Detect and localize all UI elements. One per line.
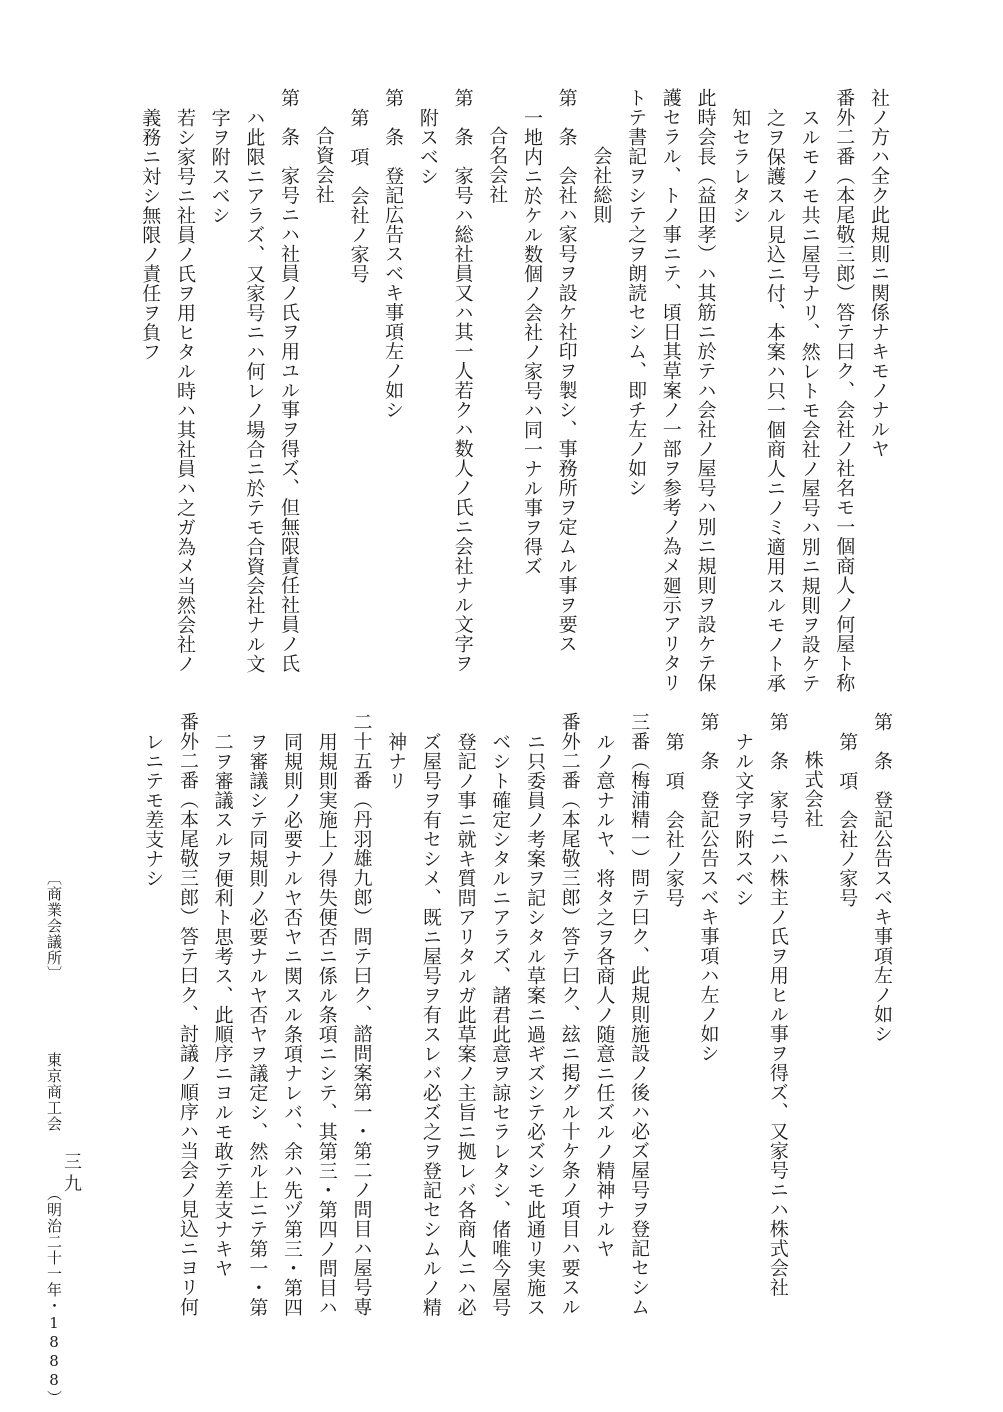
section-heading: 合資会社 <box>312 126 335 204</box>
section-heading: 会社総則 <box>590 146 613 224</box>
text-line: 第 項 会社ノ家号 <box>347 108 370 284</box>
text-line: 第 項 会社ノ家号 <box>836 732 859 908</box>
text-line: ズ屋号ヲ有セシメ、既ニ屋号ヲ有スレバ必ズ之ヲ登記セシムルノ精 <box>419 732 442 1317</box>
running-footer <box>44 870 64 1406</box>
text-line: 番外二番（本尾敬三郎）答テ曰ク、討議ノ順序ハ当会ノ見込ニヨリ何 <box>176 712 199 1317</box>
text-line: レニテモ差支ナシ <box>142 732 165 888</box>
section-heading: 株式会社 <box>801 750 824 828</box>
section-heading: 合名会社 <box>486 126 509 204</box>
text-line: 第 条 登記広告スベキ事項左ノ如シ <box>382 88 405 420</box>
text-line: 此時会長（益田孝）ハ其筋ニ於テハ会社ノ屋号ハ別ニ規則ヲ設ケテ保 <box>694 88 717 693</box>
footer-source: 〔商業会議所〕 <box>45 870 63 982</box>
text-line: 第 条 家号ニハ社員ノ氏ヲ用ユル事ヲ得ズ、但無限責任社員ノ氏 <box>278 88 301 673</box>
text-line: 番外二番（本尾敬三郎）答テ曰ク、会社ノ社名モ一個商人ノ何屋ト称 <box>833 88 856 693</box>
text-line: ヲ審議シテ同規則ノ必要ナルヤ否ヤヲ議定シ、然ル上ニテ第一・第 <box>246 732 269 1317</box>
top-text-block <box>133 88 896 693</box>
text-line: ルノ意ナルヤ、将タ之ヲ各商人ノ随意ニ任ズルノ精神ナルヤ <box>593 732 616 1259</box>
text-line: 第 条 家号ハ総社員又ハ其一人若クハ数人ノ氏ニ会社ナル文字ヲ <box>451 88 474 673</box>
text-line: 二十五番（丹羽雄九郎）問テ曰ク、諮問案第一・第二ノ問目ハ屋号専 <box>350 712 373 1317</box>
text-line: 知セラレタシ <box>729 108 752 225</box>
text-line: ハ此限ニアラズ、又家号ニハ何レノ場合ニ於テモ合資会社ナル文 <box>243 108 266 674</box>
footer-publisher: 東京商工会 <box>45 1052 63 1132</box>
bottom-text-block <box>136 712 899 1317</box>
text-line: 二ヲ審議スルヲ便利ト思考ス、此順序ニヨルモ敢テ差支ナキヤ <box>211 732 234 1278</box>
text-line: ナル文字ヲ附スベシ <box>732 732 755 908</box>
text-line: 番外二番（本尾敬三郎）答テ曰ク、玆ニ掲グル十ケ条ノ項目ハ要スル <box>558 712 581 1317</box>
text-line: 第 項 会社ノ家号 <box>662 732 685 908</box>
text-line: ニ只委員ノ考案ヲ記シタル草案ニ過ギズシテ必ズシモ此通リ実施ス <box>523 732 546 1317</box>
text-line: 第 条 登記公告スベキ事項左ノ如シ <box>871 712 893 1044</box>
text-line: 字ヲ附スベシ <box>208 108 231 225</box>
text-line: 第 条 登記公告スベキ事項ハ左ノ如シ <box>697 712 720 1063</box>
footer-date: （明治二十一年・1888） <box>45 1186 63 1406</box>
text-line: 義務ニ対シ無限ノ責任ヲ負フ <box>139 108 162 362</box>
text-line: スルモノモ共ニ屋号ナリ、然レトモ会社ノ屋号ハ別ニ規則ヲ設ケテ <box>798 108 821 693</box>
text-line: 同規則ノ必要ナルヤ否ヤニ関スル条項ナレバ、余ハ先ヅ第三・第四 <box>281 732 304 1317</box>
text-line: 護セラル、トノ事ニテ、頃日其草案ノ一部ヲ参考ノ為メ廻示アリタリ <box>659 88 682 693</box>
text-line: 之ヲ保護スル見込ニ付、本案ハ只一個商人ニノミ適用スルモノト承 <box>763 108 786 693</box>
text-line: 一地内ニ於ケル数個ノ会社ノ家号ハ同一ナル事ヲ得ズ <box>520 108 543 576</box>
text-line: 用規則実施上ノ得失便否ニ係ル条項ニシテ、其第三・第四ノ問目ハ <box>315 732 338 1317</box>
text-line: 三番（梅浦精一）問テ曰ク、此規則施設ノ後ハ必ズ屋号ヲ登記セシム <box>628 712 651 1317</box>
text-line: 附スベシ <box>416 108 439 186</box>
text-line: トテ書記ヲシテ之ヲ朗読セシム、即チ左ノ如シ <box>625 88 648 498</box>
text-line: ベシト確定シタルニアラズ、諸君此意ヲ諒セラレタシ、偖唯今屋号 <box>489 732 512 1317</box>
text-line: 第 条 会社ハ家号ヲ設ケ社印ヲ製シ、事務所ヲ定ムル事ヲ要ス <box>555 88 578 654</box>
text-line: 社ノ方ハ全ク此規則ニ関係ナキモノナルヤ <box>868 88 890 459</box>
text-line: 登記ノ事ニ就キ質問アリタルガ此草案ノ主旨ニ拠レバ各商人ニハ必 <box>454 732 477 1317</box>
text-line: 若シ家号ニ社員ノ氏ヲ用ヒタル時ハ其社員ハ之ガ為メ当然会社ノ <box>173 108 196 674</box>
page-number: 三九 <box>61 1152 82 1196</box>
text-line: 神ナリ <box>385 732 408 791</box>
text-line: 第 条 家号ニハ株主ノ氏ヲ用ヒル事ヲ得ズ、又家号ニハ株式会社 <box>766 712 789 1297</box>
